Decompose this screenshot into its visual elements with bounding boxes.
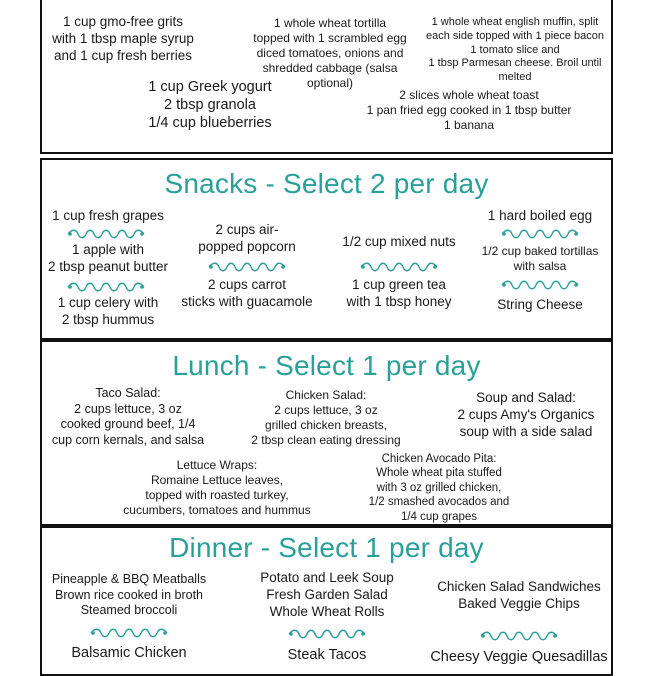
dinner-title: Dinner - Select 1 per day (169, 532, 484, 563)
snack-item-nuts: 1/2 cup mixed nuts (342, 234, 456, 249)
breakfast-panel (40, 0, 613, 154)
dinner-item-balsamic-chicken: Balsamic Chicken (71, 645, 187, 661)
breakfast-item-english-muffin: 1 whole wheat english muffin, split each side topped with 1 piece bacon 1 tomato slice and 1 tbsp Parmesan cheese. Broil until melted (426, 16, 604, 83)
lunch-title: Lunch - Select 1 per day (172, 350, 481, 381)
snacks-panel (40, 158, 613, 340)
scroll-flourish-icon (287, 628, 367, 640)
snack-item-apple: 1 apple with 2 tbsp peanut butter (47, 242, 169, 274)
snack-item-celery: 1 cup celery with 2 tbsp hummus (57, 295, 159, 327)
snack-item-tortillas: 1/2 cup baked tortillas with salsa (481, 244, 599, 273)
dinner-item-meatballs: Pineapple & BBQ Meatballs Brown rice cooked in broth Steamed broccoli (51, 572, 207, 618)
lunch-item-chicken-salad: Chicken Salad: 2 cups lettuce, 3 oz grilled chicken breasts, 2 tbsp clean eating dressing (251, 388, 401, 447)
snack-item-string-cheese: String Cheese (497, 297, 583, 312)
snack-item-popcorn: 2 cups air- popped popcorn (198, 222, 296, 254)
snack-item-egg: 1 hard boiled egg (487, 208, 593, 223)
dinner-item-potato-leek-soup: Potato and Leek Soup Fresh Garden Salad Whole Wheat Rolls (260, 570, 394, 619)
scroll-flourish-icon (66, 281, 146, 293)
snack-item-grapes: 1 cup fresh grapes (52, 208, 164, 223)
dinner-item-cheesy-veggie-quesadillas: Cheesy Veggie Quesadillas (430, 649, 608, 665)
snack-item-carrot: 2 cups carrot sticks with guacamole (181, 277, 313, 309)
snack-item-green-tea: 1 cup green tea with 1 tbsp honey (346, 277, 452, 309)
scroll-flourish-icon (500, 228, 580, 240)
breakfast-item-yogurt: 1 cup Greek yogurt 2 tbsp granola 1/4 cup blueberries (148, 79, 272, 132)
breakfast-item-tortilla: 1 whole wheat tortilla topped with 1 scrambled egg diced tomatoes, onions and shredded cabbage (salsa optional) (253, 16, 407, 90)
scroll-flourish-icon (500, 279, 580, 291)
dinner-item-steak-tacos: Steak Tacos (287, 647, 367, 663)
lunch-panel (40, 340, 613, 526)
scroll-flourish-icon (89, 627, 169, 639)
scroll-flourish-icon (66, 228, 146, 240)
scroll-flourish-icon (359, 261, 439, 273)
lunch-item-chicken-avocado-pita: Chicken Avocado Pita: Whole wheat pita stuffed with 3 oz grilled chicken, 1/2 smashed avocados and 1/4 cup grapes (368, 453, 510, 523)
breakfast-item-grits: 1 cup gmo-free grits with 1 tbsp maple syrup and 1 cup fresh berries (52, 14, 194, 63)
scroll-flourish-icon (479, 630, 559, 642)
lunch-item-lettuce-wraps: Lettuce Wraps: Romaine Lettuce leaves, topped with roasted turkey, cucumbers, tomatoes and hummus (123, 458, 311, 517)
dinner-item-chicken-salad-sandwiches: Chicken Salad Sandwiches Baked Veggie Chips (437, 579, 601, 611)
snacks-title: Snacks - Select 2 per day (164, 168, 489, 199)
breakfast-item-toast: 2 slices whole wheat toast 1 pan fried egg cooked in 1 tbsp butter 1 banana (366, 88, 572, 132)
dinner-panel (40, 526, 613, 676)
lunch-item-taco-salad: Taco Salad: 2 cups lettuce, 3 oz cooked ground beef, 1/4 cup corn kernals, and salsa (51, 386, 205, 447)
scroll-flourish-icon (207, 261, 287, 273)
lunch-item-soup-and-salad: Soup and Salad: 2 cups Amy's Organics soup with a side salad (457, 390, 595, 439)
